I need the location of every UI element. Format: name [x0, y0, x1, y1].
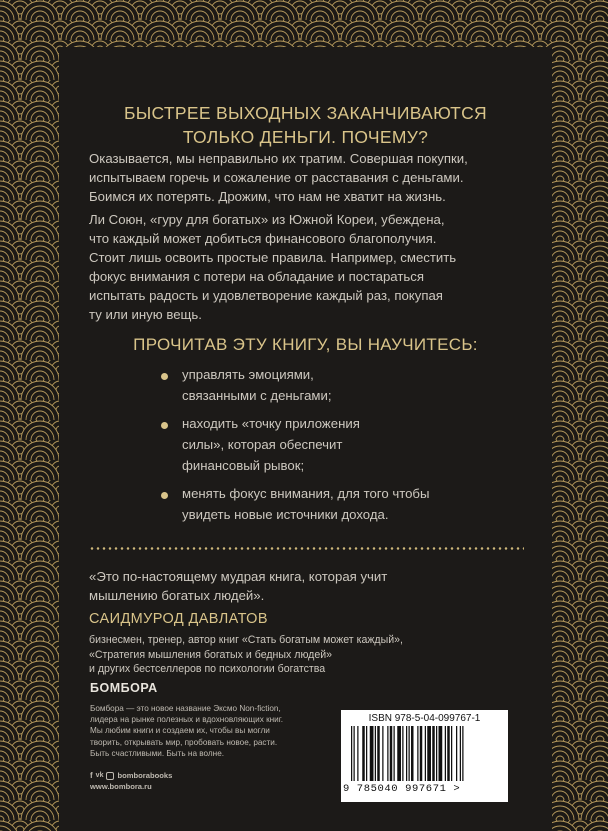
bullet-line: управлять эмоциями,: [182, 367, 314, 382]
author-bio: [89, 633, 509, 677]
paragraph-line: Ли Союн, «гуру для богатых» из Южной Кореи, убеждена,: [89, 212, 445, 227]
facebook-icon[interactable]: f: [90, 771, 93, 780]
quote-author: САИДМУРОД ДАВЛАТОВ: [89, 611, 268, 627]
isbn-number: ISBN 978-5-04-099767-1: [368, 713, 481, 724]
barcode-bar: [406, 726, 407, 781]
barcode-bar: [366, 726, 367, 781]
headline-line-1: БЫСТРЕЕ ВЫХОДНЫХ ЗАКАНЧИВАЮТСЯ: [123, 103, 488, 123]
paragraph-line: ту или иную вещь.: [89, 307, 202, 322]
learn-heading: ПРОЧИТАВ ЭТУ КНИГУ, ВЫ НАУЧИТЕСЬ:: [133, 335, 478, 354]
barcode-bar: [370, 726, 374, 781]
paragraph-line: Оказывается, мы неправильно их тратим. Совершая покупки,: [89, 151, 468, 166]
about-line: лидера на рынке полезных и вдохновляющих книг.: [90, 715, 284, 725]
barcode-bar: [427, 726, 431, 781]
barcode-bar: [375, 726, 376, 781]
review-quote: [89, 567, 529, 605]
quote-line: «Это по-настоящему мудрая книга, которая учит: [89, 569, 388, 584]
isbn-barcode-box: [341, 710, 508, 802]
bullet-line: силы», которая обеспечит: [182, 437, 343, 452]
bullet-dot: [161, 373, 168, 380]
barcode-bar: [417, 726, 418, 781]
paragraph-line: что каждый может добиться финансового благополучия.: [89, 231, 437, 246]
bullet-line: увидеть новые источники дохода.: [182, 507, 389, 522]
vk-icon[interactable]: vk: [95, 772, 104, 779]
intro-paragraph: [89, 149, 534, 206]
bullet-item: [182, 483, 512, 525]
about-line: Мы любим книги и создаем их, чтобы вы могли: [90, 726, 270, 736]
barcode-bar: [436, 726, 437, 781]
barcode-image: [349, 726, 500, 783]
paragraph-line: фокус внимания с потери на обладание и постараться: [89, 269, 424, 284]
barcode-bar: [357, 726, 358, 781]
instagram-icon[interactable]: [106, 772, 114, 780]
barcode-bar: [420, 726, 423, 781]
barcode-bar: [390, 726, 393, 781]
barcode-bar: [447, 726, 450, 781]
barcode-bar: [402, 726, 403, 781]
barcode-bar: [462, 726, 463, 781]
about-line: творить, открывать мир, пробовать новое, расти.: [90, 737, 278, 747]
dotted-divider: [89, 547, 524, 550]
barcode-bar: [354, 726, 355, 781]
barcode-bar: [460, 726, 461, 781]
barcode-bar: [351, 726, 352, 781]
paragraph-line: Боимся их потерять. Дрожим, что нам не хватит на жизнь.: [89, 189, 446, 204]
back-cover-panel: [59, 47, 552, 831]
paragraph-line: испытать радость и удовлетворение каждый раз, покупая: [89, 288, 443, 303]
bullet-line: связанными с деньгами;: [182, 388, 332, 403]
bio-line: и других бестселлеров по психологии богатства: [89, 663, 326, 675]
barcode-bar: [377, 726, 380, 781]
social-links: [90, 771, 172, 780]
bio-line: «Стратегия мышления богатых и бедных людей»: [89, 648, 333, 661]
barcode-bar: [397, 726, 401, 781]
barcode-bar: [451, 726, 452, 781]
barcode-bar: [394, 726, 395, 781]
bio-line: бизнесмен, тренер, автор книг «Стать богатым может каждый»,: [89, 634, 403, 646]
barcode-bar: [425, 726, 426, 781]
barcode-digits: 9 785040 997671 >: [343, 783, 461, 795]
bullet-line: находить «точку приложения: [182, 416, 360, 431]
barcode-bar: [362, 726, 365, 781]
barcode-bar: [409, 726, 410, 781]
about-line: Бомбора — это новое название Эксмо Non-fiction,: [90, 704, 281, 713]
barcode-bar: [439, 726, 443, 781]
bullet-dot: [161, 492, 168, 499]
author-paragraph: [89, 210, 534, 324]
quote-line: мышлению богатых людей».: [89, 588, 265, 603]
publisher-about: [90, 703, 335, 759]
publisher-logo: БОМБОРА: [90, 681, 158, 695]
bullet-line: финансовый рывок;: [182, 458, 305, 473]
barcode-bar: [387, 726, 388, 781]
paragraph-line: испытываем горечь и сожаление от расставания с деньгами.: [89, 170, 464, 185]
social-handle[interactable]: bomborabooks: [117, 771, 173, 780]
publisher-website[interactable]: www.bombora.ru: [90, 782, 152, 791]
bullet-item: [182, 413, 512, 476]
barcode-bar: [382, 726, 383, 781]
bullet-dot: [161, 422, 168, 429]
barcode-bar: [456, 726, 457, 781]
bullet-line: менять фокус внимания, для того чтобы: [182, 486, 430, 501]
barcode-bar: [445, 726, 446, 781]
barcode-bar: [432, 726, 435, 781]
about-line: Быть счастливыми. Быть на волне.: [90, 748, 225, 758]
headline-line-2: ТОЛЬКО ДЕНЬГИ. ПОЧЕМУ?: [182, 127, 429, 147]
paragraph-line: Стоит лишь освоить простые правила. Например, сместить: [89, 250, 457, 265]
bullet-item: [182, 364, 512, 406]
barcode-bar: [411, 726, 414, 781]
headline: [59, 101, 552, 149]
